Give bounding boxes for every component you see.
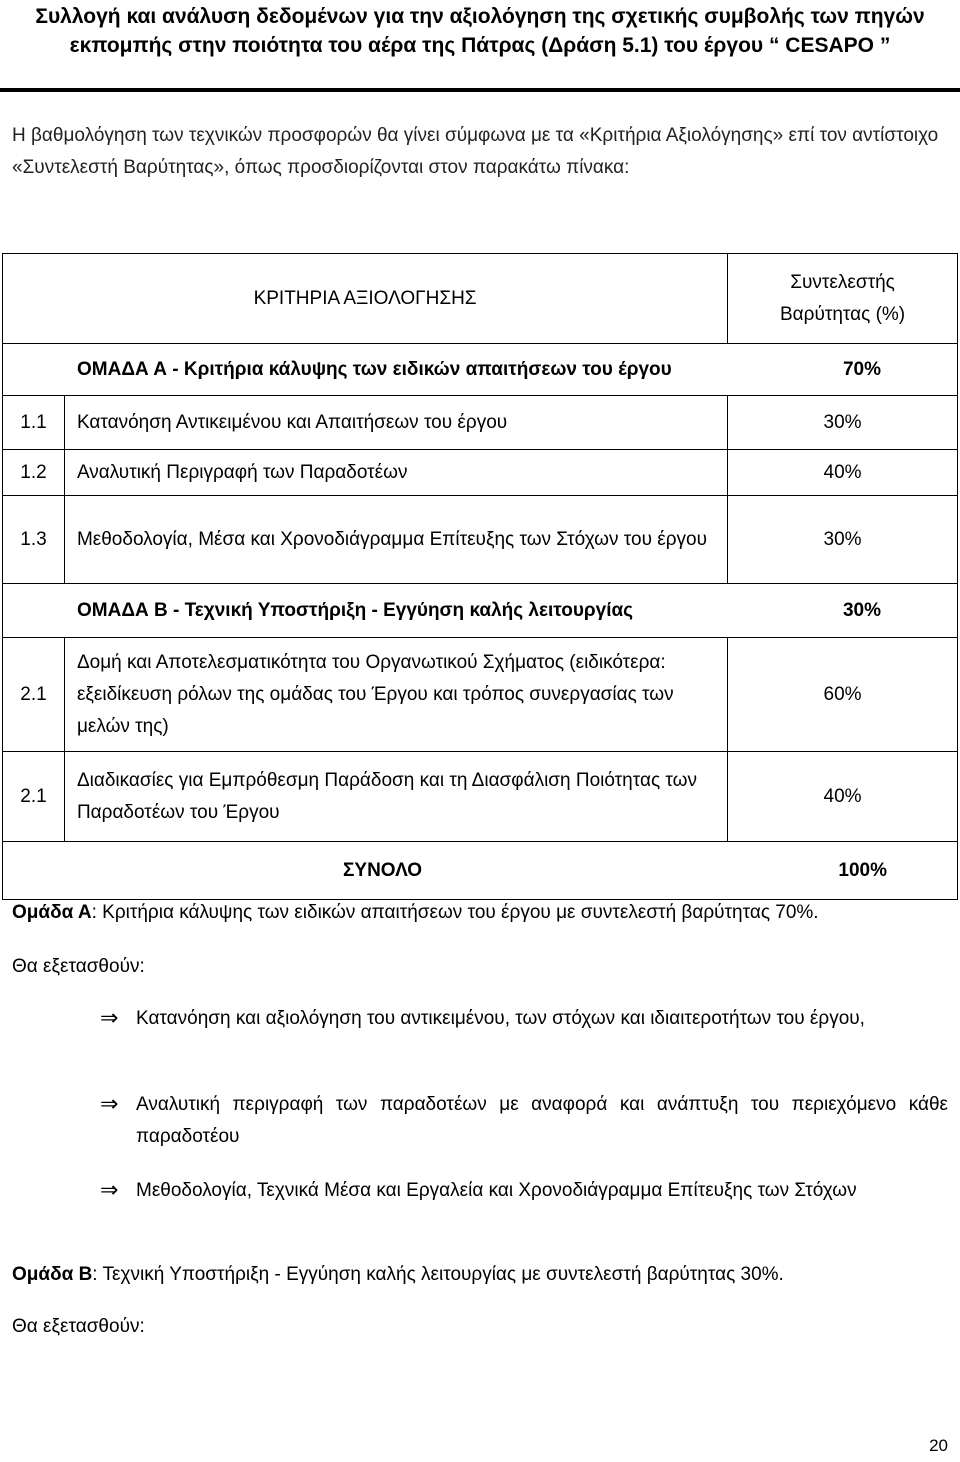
group-a-value: 70%: [842, 358, 881, 380]
header-weight: Συντελεστής Βαρύτητας (%): [728, 254, 958, 344]
table-row: [3, 450, 958, 496]
group-b-summary-text: : Τεχνική Υποστήριξη - Εγγύηση καλής λειτουργίας με συντελεστή βαρύτητας 30%.: [92, 1264, 784, 1285]
examined-a-heading: Θα εξετασθούν:: [12, 956, 145, 977]
table-row: [3, 396, 958, 450]
group-a-row: [3, 344, 958, 396]
row-number: 2.1: [3, 752, 65, 842]
page-number: 20: [929, 1436, 948, 1455]
row-weight: 40%: [728, 752, 958, 842]
row-number: 1.1: [3, 396, 65, 450]
double-arrow-icon: ⇒: [100, 1091, 119, 1116]
page-header: [0, 0, 960, 92]
double-arrow-icon: ⇒: [100, 1005, 119, 1030]
table-row: [3, 496, 958, 584]
header-rule: [0, 88, 960, 92]
list-item: [100, 1175, 948, 1207]
header-criteria: ΚΡΙΤΗΡΙΑ ΑΞΙΟΛΟΓΗΣΗΣ: [3, 254, 728, 344]
row-number: 1.3: [3, 496, 65, 584]
row-weight: 40%: [728, 450, 958, 496]
row-weight: 30%: [728, 496, 958, 584]
total-value: 100%: [838, 859, 887, 881]
row-description: Αναλυτική Περιγραφή των Παραδοτέων: [64, 450, 727, 496]
list-item-text: Μεθοδολογία, Τεχνικά Μέσα και Εργαλεία και Χρονοδιάγραμμα Επίτευξης των Στόχων: [136, 1180, 857, 1201]
total-row: [3, 842, 958, 900]
list-item-text: Αναλυτική περιγραφή των παραδοτέων με αναφορά και ανάπτυξη του περιεχόμενο κάθε παραδοτέου: [136, 1094, 948, 1147]
group-a-summary-text: : Κριτήρια κάλυψης των ειδικών απαιτήσεων του έργου με συντελεστή βαρύτητας 70%.: [91, 902, 819, 923]
table-row: [3, 752, 958, 842]
row-description: Διαδικασίες για Εμπρόθεσμη Παράδοση και τη Διασφάλιση Ποιότητας των Παραδοτέων του Έργου: [64, 752, 727, 842]
group-a-summary-label: Ομάδα Α: [12, 902, 92, 923]
intro-paragraph: Η βαθμολόγηση των τεχνικών προσφορών θα γίνει σύμφωνα με τα «Κριτήρια Αξιολόγησης» επί τον αντίστοιχο «Συντελεστή Βαρύτητας», όπως προσδιορίζονται στον παρακάτω πίνακα:: [12, 125, 939, 178]
total-label: ΣΥΝΟΛΟ: [343, 859, 423, 881]
list-item-text: Κατανόηση και αξιολόγηση του αντικειμένου, των στόχων και ιδιαιτεροτήτων του έργου,: [136, 1008, 865, 1029]
list-item: [100, 1003, 948, 1035]
row-number: 2.1: [3, 638, 65, 752]
double-arrow-icon: ⇒: [100, 1177, 119, 1202]
row-description: Κατανόηση Αντικειμένου και Απαιτήσεων του έργου: [64, 396, 727, 450]
evaluation-criteria-table: [2, 253, 958, 900]
table-row: [3, 638, 958, 752]
examined-b-heading: Θα εξετασθούν:: [12, 1316, 145, 1337]
row-description: Μεθοδολογία, Μέσα και Χρονοδιάγραμμα Επίτευξης των Στόχων του έργου: [64, 496, 727, 584]
group-b-summary: [12, 1259, 948, 1291]
group-a-label: ΟΜΑΔΑ Α - Κριτήρια κάλυψης των ειδικών απαιτήσεων του έργου: [77, 358, 672, 380]
list-item: [100, 1089, 948, 1153]
group-b-value: 30%: [842, 599, 881, 621]
row-weight: 30%: [728, 396, 958, 450]
group-a-summary: [12, 897, 948, 929]
row-weight: 60%: [728, 638, 958, 752]
table-header-row: [3, 254, 958, 344]
group-b-row: [3, 584, 958, 638]
row-description: Δομή και Αποτελεσματικότητα του Οργανωτικού Σχήματος (ειδικότερα: εξειδίκευση ρόλων της ομάδας του Έργου και τρόπος συνεργασίας των μελών της): [64, 638, 727, 752]
group-b-summary-label: Ομάδα Β: [12, 1264, 93, 1285]
row-number: 1.2: [3, 450, 65, 496]
group-b-label: ΟΜΑΔΑ Β - Τεχνική Υποστήριξη - Εγγύηση καλής λειτουργίας: [77, 599, 634, 621]
document-title: Συλλογή και ανάλυση δεδομένων για την αξιολόγηση της σχετικής συμβολής των πηγών εκπομπής στην ποιότητα του αέρα της Πάτρας (Δράση 5.1) του έργου “ CESAPO ”: [35, 5, 925, 57]
